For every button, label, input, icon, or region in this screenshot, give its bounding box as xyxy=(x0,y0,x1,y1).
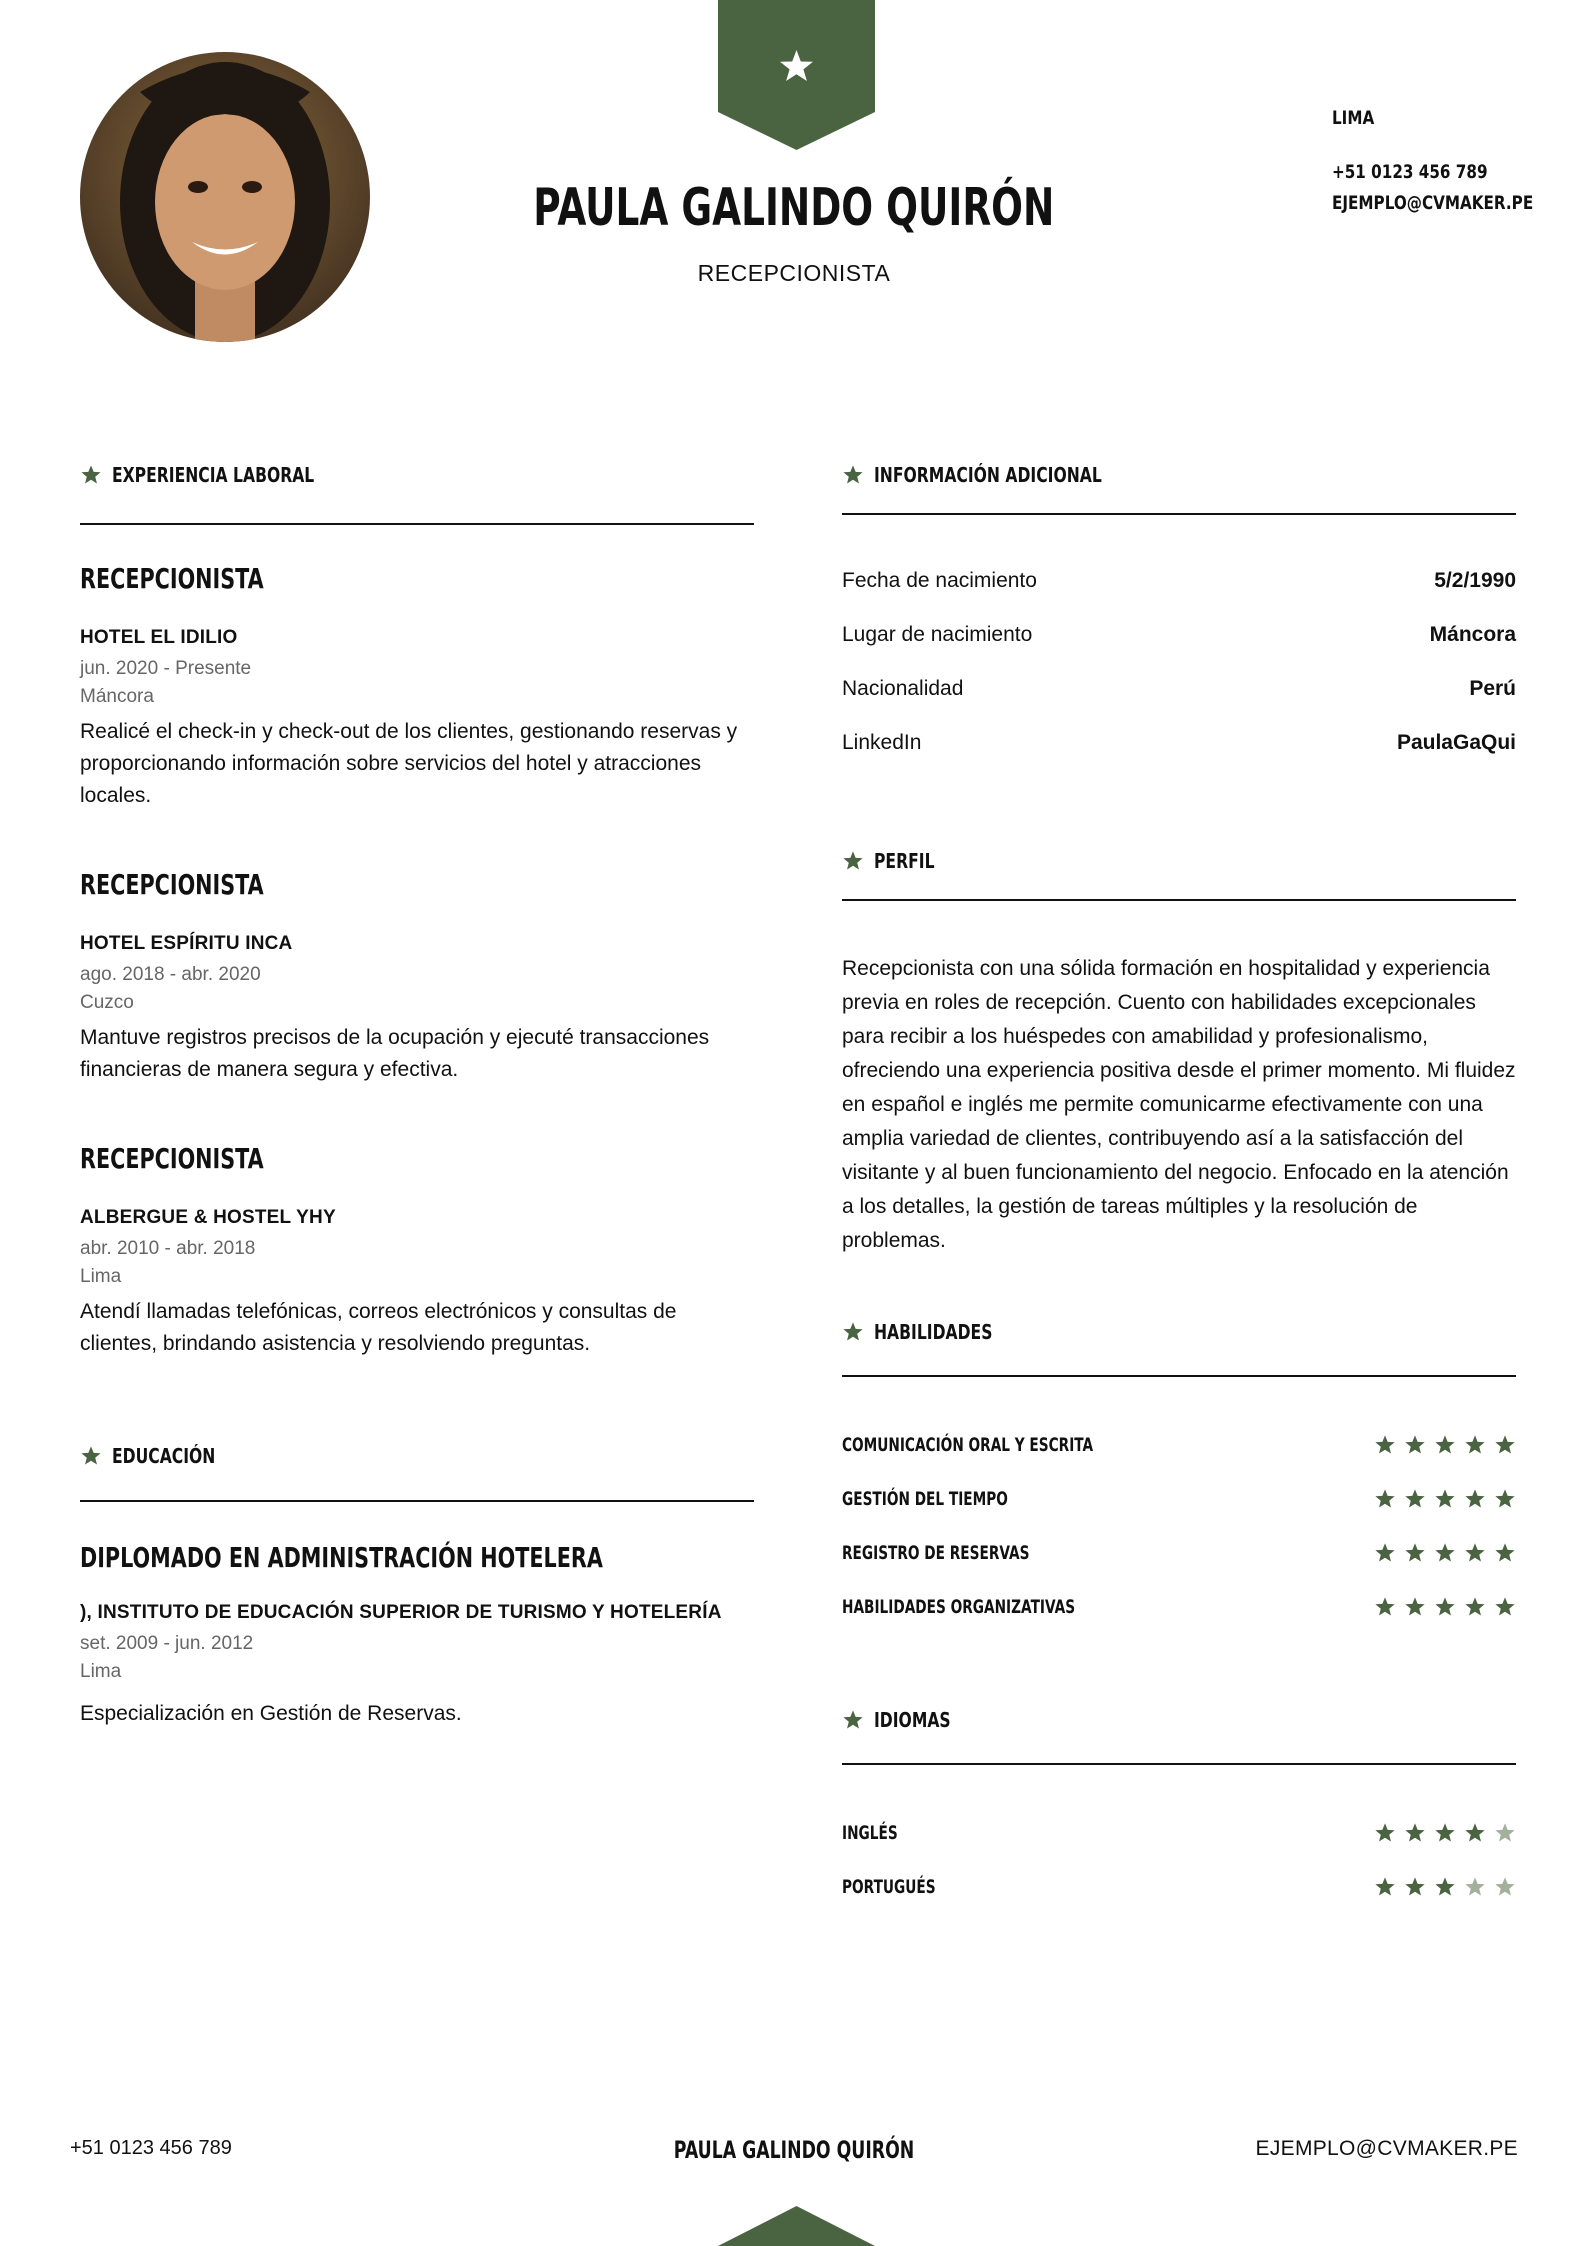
star-filled-icon xyxy=(1374,1822,1396,1844)
job-dates: jun. 2020 - Presente xyxy=(80,658,252,679)
star-filled-icon xyxy=(1434,1434,1456,1456)
star-filled-icon xyxy=(1404,1876,1426,1898)
info-value: 5/2/1990 xyxy=(1434,569,1516,592)
job-dates: ago. 2018 - abr. 2020 xyxy=(80,964,261,985)
footer-email: EJEMPLO@CVMAKER.PE xyxy=(1255,2137,1518,2160)
info-row xyxy=(842,677,1516,701)
star-icon xyxy=(80,1445,102,1467)
star-filled-icon xyxy=(1434,1596,1456,1618)
info-value: PaulaGaQui xyxy=(1396,731,1516,754)
star-icon xyxy=(842,1321,864,1343)
skill-rating xyxy=(1374,1596,1516,1618)
star-filled-icon xyxy=(1404,1488,1426,1510)
skill-label: COMUNICACIÓN ORAL Y ESCRITA xyxy=(842,1433,1094,1456)
profile-heading: PERFIL xyxy=(842,846,952,876)
star-icon xyxy=(842,1709,864,1731)
language-label: INGLÉS xyxy=(842,1821,898,1844)
language-row xyxy=(842,1818,1516,1848)
footer-phone: +51 0123 456 789 xyxy=(70,2137,232,2159)
job-place: Cuzco xyxy=(80,992,134,1013)
star-empty-icon xyxy=(1464,1876,1486,1898)
language-row xyxy=(842,1872,1516,1902)
star-filled-icon xyxy=(1494,1596,1516,1618)
skill-rating xyxy=(1374,1488,1516,1510)
star-icon xyxy=(80,464,102,486)
experience-heading: EXPERIENCIA LABORAL xyxy=(80,460,371,490)
star-filled-icon xyxy=(1434,1542,1456,1564)
info-label: Lugar de nacimiento xyxy=(842,623,1033,646)
star-filled-icon xyxy=(1374,1434,1396,1456)
job-title: RECEPCIONISTA xyxy=(80,562,264,595)
star-empty-icon xyxy=(1494,1876,1516,1898)
job-company: HOTEL ESPÍRITU INCA xyxy=(80,933,293,954)
skills-heading: HABILIDADES xyxy=(842,1317,1026,1347)
info-value: Máncora xyxy=(1429,623,1516,646)
job-description: Atendí llamadas telefónicas, correos electrónicos y consultas de clientes, brindando asistencia y resolviendo preguntas. xyxy=(80,1300,677,1355)
education-description: Especialización en Gestión de Reservas. xyxy=(80,1702,462,1725)
job-place: Lima xyxy=(80,1266,122,1287)
star-filled-icon xyxy=(1374,1542,1396,1564)
job-title: RECEPCIONISTA xyxy=(80,1142,264,1175)
candidate-role: RECEPCIONISTA xyxy=(697,260,891,286)
star-filled-icon xyxy=(1464,1596,1486,1618)
info-label: LinkedIn xyxy=(842,731,922,754)
star-icon xyxy=(842,464,864,486)
skill-label: HABILIDADES ORGANIZATIVAS xyxy=(842,1595,1076,1618)
job-place: Máncora xyxy=(80,686,154,707)
star-icon xyxy=(842,850,864,872)
section-divider xyxy=(80,523,754,525)
skill-row xyxy=(842,1592,1516,1622)
skill-label: GESTIÓN DEL TIEMPO xyxy=(842,1487,1008,1510)
star-filled-icon xyxy=(1374,1488,1396,1510)
skill-row xyxy=(842,1430,1516,1460)
info-label: Nacionalidad xyxy=(842,677,964,700)
language-rating xyxy=(1374,1822,1516,1844)
star-filled-icon xyxy=(1464,1542,1486,1564)
section-divider xyxy=(80,1500,754,1502)
contact-phone: +51 0123 456 789 xyxy=(1332,161,1488,183)
header-ribbon xyxy=(718,0,875,150)
contact-city: LIMA xyxy=(1332,107,1375,129)
job-description: Realicé el check-in y check-out de los clientes, gestionando reservas y proporcionando información sobre servicios del hotel y atracciones locales. xyxy=(80,720,738,807)
education-heading: EDUCACIÓN xyxy=(80,1441,245,1471)
star-filled-icon xyxy=(1464,1822,1486,1844)
star-filled-icon xyxy=(1404,1434,1426,1456)
job-company: ALBERGUE & HOSTEL YHY xyxy=(80,1207,336,1228)
star-filled-icon xyxy=(1374,1876,1396,1898)
info-row xyxy=(842,569,1516,593)
candidate-name: PAULA GALINDO QUIRÓN xyxy=(533,178,1055,238)
skill-rating xyxy=(1374,1434,1516,1456)
star-filled-icon xyxy=(1374,1596,1396,1618)
star-filled-icon xyxy=(1494,1542,1516,1564)
languages-heading: IDIOMAS xyxy=(842,1705,972,1735)
section-divider xyxy=(842,513,1516,515)
star-filled-icon xyxy=(1434,1822,1456,1844)
language-rating xyxy=(1374,1876,1516,1898)
education-title: DIPLOMADO EN ADMINISTRACIÓN HOTELERA xyxy=(80,1541,603,1574)
info-row xyxy=(842,623,1516,647)
section-divider xyxy=(842,1375,1516,1377)
footer-ribbon xyxy=(718,2206,875,2246)
footer-name: PAULA GALINDO QUIRÓN xyxy=(673,2136,915,2164)
star-filled-icon xyxy=(1404,1542,1426,1564)
job-title: RECEPCIONISTA xyxy=(80,868,264,901)
job-dates: abr. 2010 - abr. 2018 xyxy=(80,1238,256,1259)
star-filled-icon xyxy=(1404,1822,1426,1844)
profile-text: Recepcionista con una sólida formación en hospitalidad y experiencia previa en roles de recepción. Cuento con habilidades excepcionales para recibir a los huéspedes con amabilidad y profesionalismo, ofreciendo una experiencia positiva desde el primer momento. Mi fluidez en español e inglés me permite comunicarme efectivamente con una amplia variedad de clientes, contribuyendo así a la satisfacción del visitante y al buen funcionamiento del negocio. Enfocado en la atención a los detalles, la gestión de tareas múltiples y la resolución de problemas. xyxy=(842,957,1516,1252)
job-description: Mantuve registros precisos de la ocupación y ejecuté transacciones financieras de manera segura y efectiva. xyxy=(80,1026,710,1081)
skill-row xyxy=(842,1538,1516,1568)
info-label: Fecha de nacimiento xyxy=(842,569,1037,592)
star-filled-icon xyxy=(1464,1434,1486,1456)
info-value: Perú xyxy=(1469,677,1516,700)
contact-email: EJEMPLO@CVMAKER.PE xyxy=(1332,192,1534,214)
star-filled-icon xyxy=(1404,1596,1426,1618)
section-divider xyxy=(842,1763,1516,1765)
education-school: ), INSTITUTO DE EDUCACIÓN SUPERIOR DE TURISMO Y HOTELERÍA xyxy=(80,1602,722,1623)
additional-info-heading: INFORMACIÓN ADICIONAL xyxy=(842,460,1166,490)
job-company: HOTEL EL IDILIO xyxy=(80,627,238,648)
education-place: Lima xyxy=(80,1661,122,1682)
section-divider xyxy=(842,899,1516,901)
language-label: PORTUGUÉS xyxy=(842,1875,936,1898)
star-filled-icon xyxy=(1434,1876,1456,1898)
star-empty-icon xyxy=(1494,1822,1516,1844)
star-filled-icon xyxy=(1494,1434,1516,1456)
skill-row xyxy=(842,1484,1516,1514)
star-filled-icon xyxy=(1464,1488,1486,1510)
skill-rating xyxy=(1374,1542,1516,1564)
star-filled-icon xyxy=(1494,1488,1516,1510)
info-row xyxy=(842,731,1516,755)
skill-label: REGISTRO DE RESERVAS xyxy=(842,1541,1030,1564)
education-dates: set. 2009 - jun. 2012 xyxy=(80,1633,254,1654)
star-filled-icon xyxy=(1434,1488,1456,1510)
